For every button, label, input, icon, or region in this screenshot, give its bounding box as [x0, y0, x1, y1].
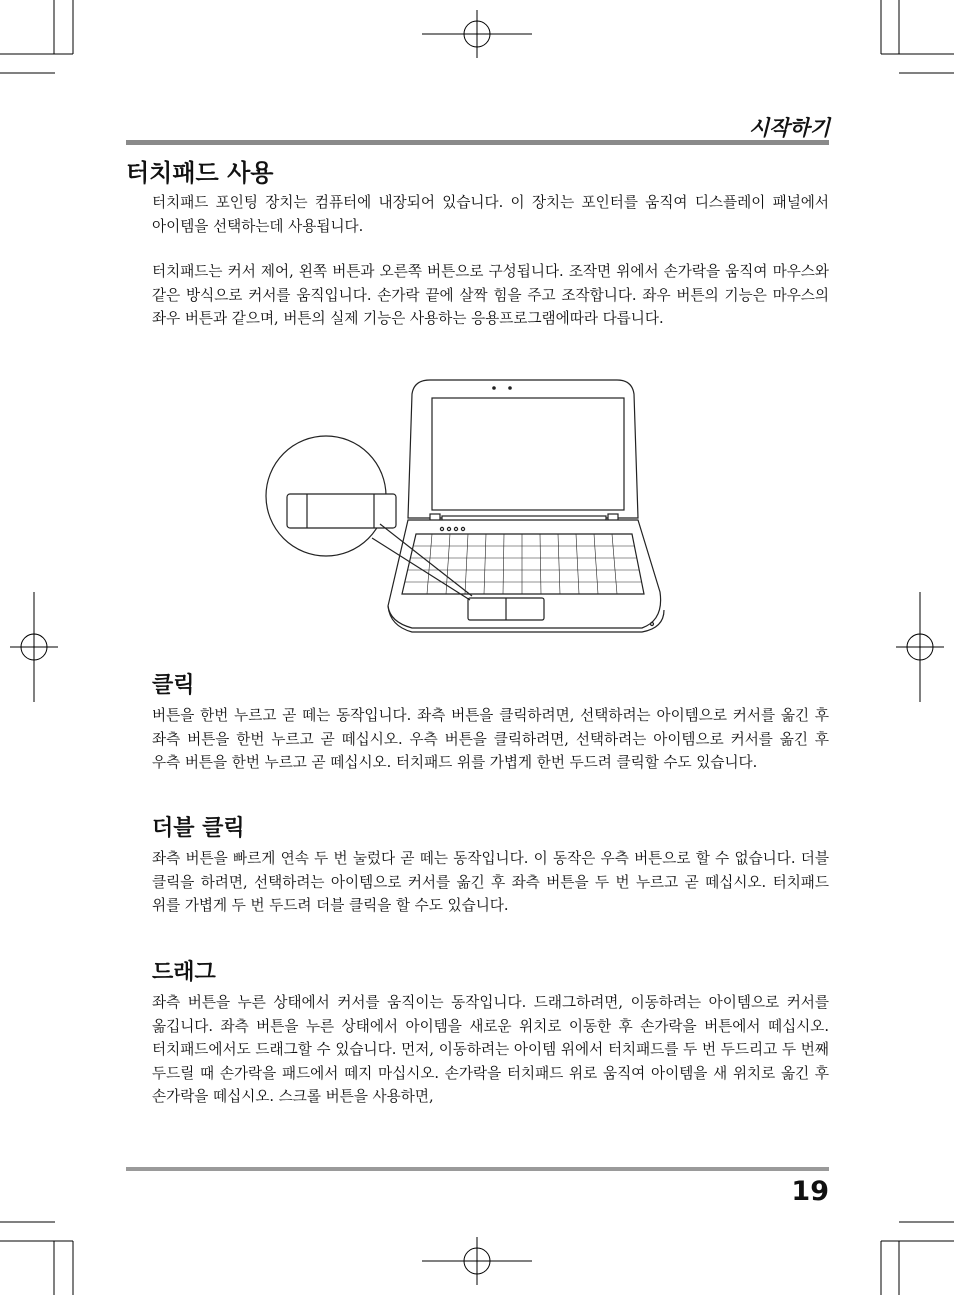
click-body: 버튼을 한번 누르고 곧 떼는 동작입니다. 좌측 버튼을 클릭하려면, 선택하려는 아이템으로 커서를 옮긴 후 좌측 버튼을 한번 누르고 곧 떼십시오. 우측 버튼을 클릭하려면, 선택하려는 아이템으로 커서를 옮긴 후 우측 버튼을 한번 누르고 곧 떼십시오. 터치패드 위를 가볍게 한번 두드려 클릭할 수도 있습니다. — [152, 707, 829, 771]
page-number: 19 — [791, 1176, 829, 1207]
touchpad-intro: 터치패드 포인팅 장치는 컴퓨터에 내장되어 있습니다. 이 장치는 포인터를 움직여 디스플레이 패널에서 아이템을 선택하는데 사용됩니다. — [152, 194, 829, 235]
registration-mark-top — [422, 10, 532, 58]
drag-body: 좌측 버튼을 누른 상태에서 커서를 움직이는 동작입니다. 드래그하려면, 이동하려는 아이템으로 커서를 옮깁니다. 좌측 버튼을 누른 상태에서 아이템을 새로운 위치로 이동한 후 손가락을 버튼에서 떼십시오. 터치패드에서도 드래그할 수 있습니다. 먼저, 이동하려는 아이템 위에서 터치패드를 두 번 두드리고 두 번째 두드릴 때 손가락을 패드에서 떼지 마십시오. 손가락을 터치패드 위로 움직여 아이템을 새 위치로 옮긴 후 손가락을 떼십시오. 스크롤 버튼을 사용하면, — [152, 994, 829, 1105]
registration-mark-bottom — [422, 1237, 532, 1285]
header-rule — [126, 140, 829, 145]
touchpad-heading: 터치패드 사용 — [126, 159, 274, 187]
section-title: 시작하기 — [748, 116, 830, 140]
click-heading: 클릭 — [152, 673, 195, 698]
laptop-touchpad-illustration — [262, 374, 682, 636]
double-click-heading: 더블 클릭 — [152, 816, 245, 841]
footer-rule — [126, 1167, 829, 1171]
registration-mark-left — [10, 592, 58, 702]
touchpad-description: 터치패드는 커서 제어, 왼쪽 버튼과 오른쪽 버튼으로 구성됩니다. 조작면 위에서 손가락을 움직여 마우스와 같은 방식으로 커서를 움직입니다. 손가락 끝에 살짝 힘을 주고 조작합니다. 좌우 버튼의 기능은 마우스의 좌우 버튼과 같으며, 버튼의 실제 기능은 사용하는 응용프로그램에따라 다릅니다. — [152, 263, 829, 327]
double-click-body: 좌측 버튼을 빠르게 연속 두 번 눌렀다 곧 떼는 동작입니다. 이 동작은 우측 버튼으로 할 수 없습니다. 더블 클릭을 하려면, 선택하려는 아이템으로 커서를 옮긴 후 좌측 버튼을 두 번 누르고 곧 떼십시오. 터치패드 위를 가볍게 두 번 두드려 더블 클릭을 할 수도 있습니다. — [152, 850, 829, 914]
registration-mark-right — [896, 592, 944, 702]
drag-heading: 드래그 — [152, 960, 216, 985]
